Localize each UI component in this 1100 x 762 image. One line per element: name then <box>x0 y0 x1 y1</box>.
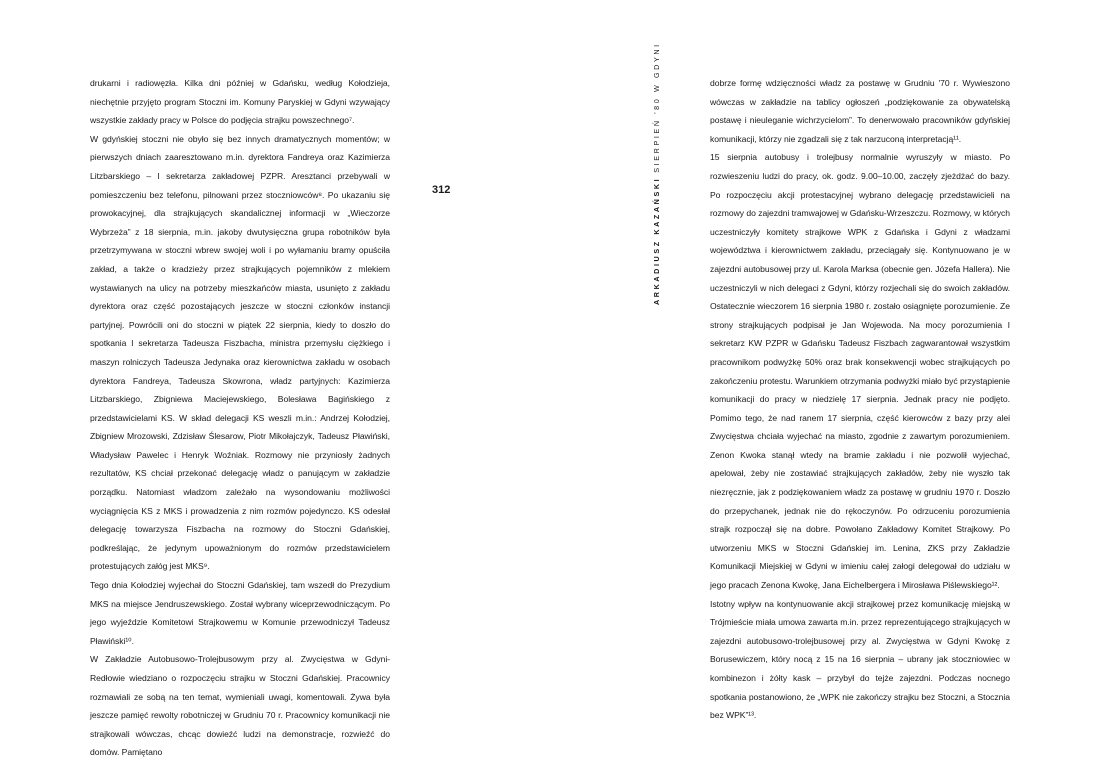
left-text-column <box>90 74 390 762</box>
paragraph: dobrze formę wdzięczności władz za postawę w Grudniu '70 r. Wywieszono wówczas w zakładzie na tablicy ogłoszeń „podziękowanie za obywatelską postawę i nieuleganie wichrzycielom”. To denerwowało pracowników gdyńskiej komunikacji, którzy nie zgadzali się z tak narzuconą interpretacją¹¹. <box>710 78 1010 144</box>
paragraph: Tego dnia Kołodziej wyjechał do Stoczni Gdańskiej, tam wszedł do Prezydium MKS na miejsce Jendruszewskiego. Został wybrany wiceprzewodniczącym. Po jego wyjeździe Komitetowi Strajkowemu w Komunie przewodniczył Tadeusz Pławiński¹⁰. <box>90 580 390 646</box>
paragraph: drukarni i radiowęzła. Kilka dni później w Gdańsku, według Kołodzieja, niechętnie przyjęto program Stoczni im. Komuny Paryskiej w Gdyni wzywający wszystkie zakłady pracy w Polsce do podjęcia strajku powszechnego⁷. <box>90 78 390 126</box>
paragraph: Istotny wpływ na kontynuowanie akcji strajkowej przez komunikację miejską w Trójmieście miała umowa zawarta m.in. przez reprezentującego strajkujących w zajezdni autobusowo-trolejbusowej przy al. Zwycięstwa w Gdyni Kwokę z Borusewiczem, który nocą z 15 na 16 sierpnia – ubrany jak stoczniowiec w kombinezon i żółty kask – przybył do tejże zajezdni. Podczas nocnego spotkania postanowiono, że „WPK nie zakończy strajku bez Stoczni, a Stocznia bez WPK”¹³. <box>710 598 1010 721</box>
paragraph: W Zakładzie Autobusowo-Trolejbusowym przy al. Zwycięstwa w Gdyni-Redłowie wiedziano o rozpoczęciu strajku w Stoczni Gdańskiej. Pracownicy rozmawiali ze sobą na ten temat, wymieniali uwagi, komentowali. Żywa była jeszcze pamięć rewolty robotniczej w Grudniu 70 r. Pracownicy komunikacji nie strajkowali wówczas, chcąc dowieźć ludzi na demonstracje, rozwieźć do domów. Pamiętano <box>90 654 390 758</box>
right-text-column <box>710 74 1010 725</box>
page-number: 312 <box>432 184 451 196</box>
running-head-title: SIERPIEŃ '80 W GDYNI <box>652 42 661 173</box>
running-head <box>652 42 661 305</box>
paragraph: W gdyńskiej stoczni nie obyło się bez innych dramatycznych momentów; w pierwszych dniach zaaresztowano m.in. dyrektora Fandreya oraz Kazimierza Litzbarskiego – I sekretarza zakładowej PZPR. Aresztanci przebywali w pomieszczeniu bez telefonu, pilnowani przez stoczniowców⁸. Po ukazaniu się prowokacyjnej, dla strajkujących skandalicznej informacji w „Wieczorze Wybrzeża” z 18 sierpnia, m.in. jakoby dwutysięczna grupa robotników była przetrzymywana w stoczni wbrew swojej woli i po wyłamaniu bramy opuściła zakład, a także o kradzieży przez strajkujących pojemników z mlekiem wystawianych na ulicy na potrzeby mieszkańców miasta, usunięto z zakładu dyrektora oraz część pozostających jeszcze w stoczni członków instancji partyjnej. Powrócili oni do stoczni w piątek 22 sierpnia, kiedy to doszło do spotkania I sekretarza Tadeusza Fiszbacha, ministra przemysłu ciężkiego i maszyn rolniczych Tadeusza Jedynaka oraz kierownictwa zakładu w osobach dyrektora Fandreya, Tadeusza Skowrona, władz partyjnych: Kazimierza Litzbarskiego, Zbigniewa Maciejewskiego, Bolesława Bagińskiego z przedstawicielami KS. W skład delegacji KS weszli m.in.: Andrzej Kołodziej, Zbigniew Mrozowski, Zdzisław Ślesarow, Piotr Mikołajczyk, Tadeusz Pławiński, Władysław Pawelec i Henryk Woźniak. Rozmowy nie przyniosły żadnych rezultatów, KS chciał przekonać delegację władz o panującym w zakładzie porządku. Natomiast władzom zależało na wysondowaniu możliwości wyciągnięcia KS z MKS i prowadzenia z nim rozmów pojedynczo. KS odesłał delegację towarzysza Fiszbacha na rozmowy do Stoczni Gdańskiej, podkreślając, że jedynym upoważnionym do rozmów przedstawicielem protestujących załóg jest MKS⁹. <box>90 133 390 572</box>
paragraph: 15 sierpnia autobusy i trolejbusy normalnie wyruszyły w miasto. Po rozwieszeniu ludzi do pracy, ok. godz. 9.00–10.00, zaczęły zjeżdżać do bazy. Po rozpoczęciu akcji protestacyjnej wybrano delegację przedstawicieli na rozmowy do zajezdni tramwajowej w Gdańsku-Wrzeszczu. Rozmowy, w których uczestniczyły komitety strajkowe WPK z Gdańska i Gdyni z władzami województwa i kierownictwem zakładu, przeciągały się. Kontynuowano je w zajezdni autobusowej przy ul. Karola Marksa (obecnie gen. Józefa Hallera). Nie uczestniczyli w nich delegaci z Gdyni, którzy rozjechali się do swoich zakładów. Ostatecznie wieczorem 16 sierpnia 1980 r. zostało osiągnięte porozumienie. Ze strony strajkujących podpisał je Jan Wojewoda. Na mocy porozumienia I sekretarz KW PZPR w Gdańsku Tadeusz Fiszbach zagwarantował wszystkim pracownikom podwyżkę 50% oraz brak konsekwencji wobec strajkujących po zakończeniu protestu. Warunkiem otrzymania podwyżki miało być przystąpienie komunikacji do pracy w niedzielę 17 sierpnia. Jednak pracy nie podjęto. Pomimo tego, że nad ranem 17 sierpnia, część kierowców z bazy przy alei Zwycięstwa chciała wyjechać na miasto, zgodnie z zawartym porozumieniem. Zenon Kwoka stanął wtedy na bramie zakładu i nie pozwolił wyjechać, apelował, żeby nie zostawiać strajkujących zakładów, żeby nie wyszło tak niezręcznie, jak z podziękowaniem władz za postawę w grudniu 1970 r. Doszło do przepychanek, jednak nie do rękoczynów. Po odrzuceniu porozumienia strajk rozpoczął się na dobre. Powołano Zakładowy Komitet Strajkowy. Po utworzeniu MKS w Stoczni Gdańskiej im. Lenina, ZKS przy Zakładzie Komunikacji Miejskiej w Gdyni w imieniu całej załogi delegował do udziału w jego pracach Zenona Kwokę, Jana Eichelbergera i Mirosława Piślewskiego¹². <box>710 152 1010 591</box>
running-head-author: ARKADIUSZ KAZAŃSKI <box>652 176 661 305</box>
